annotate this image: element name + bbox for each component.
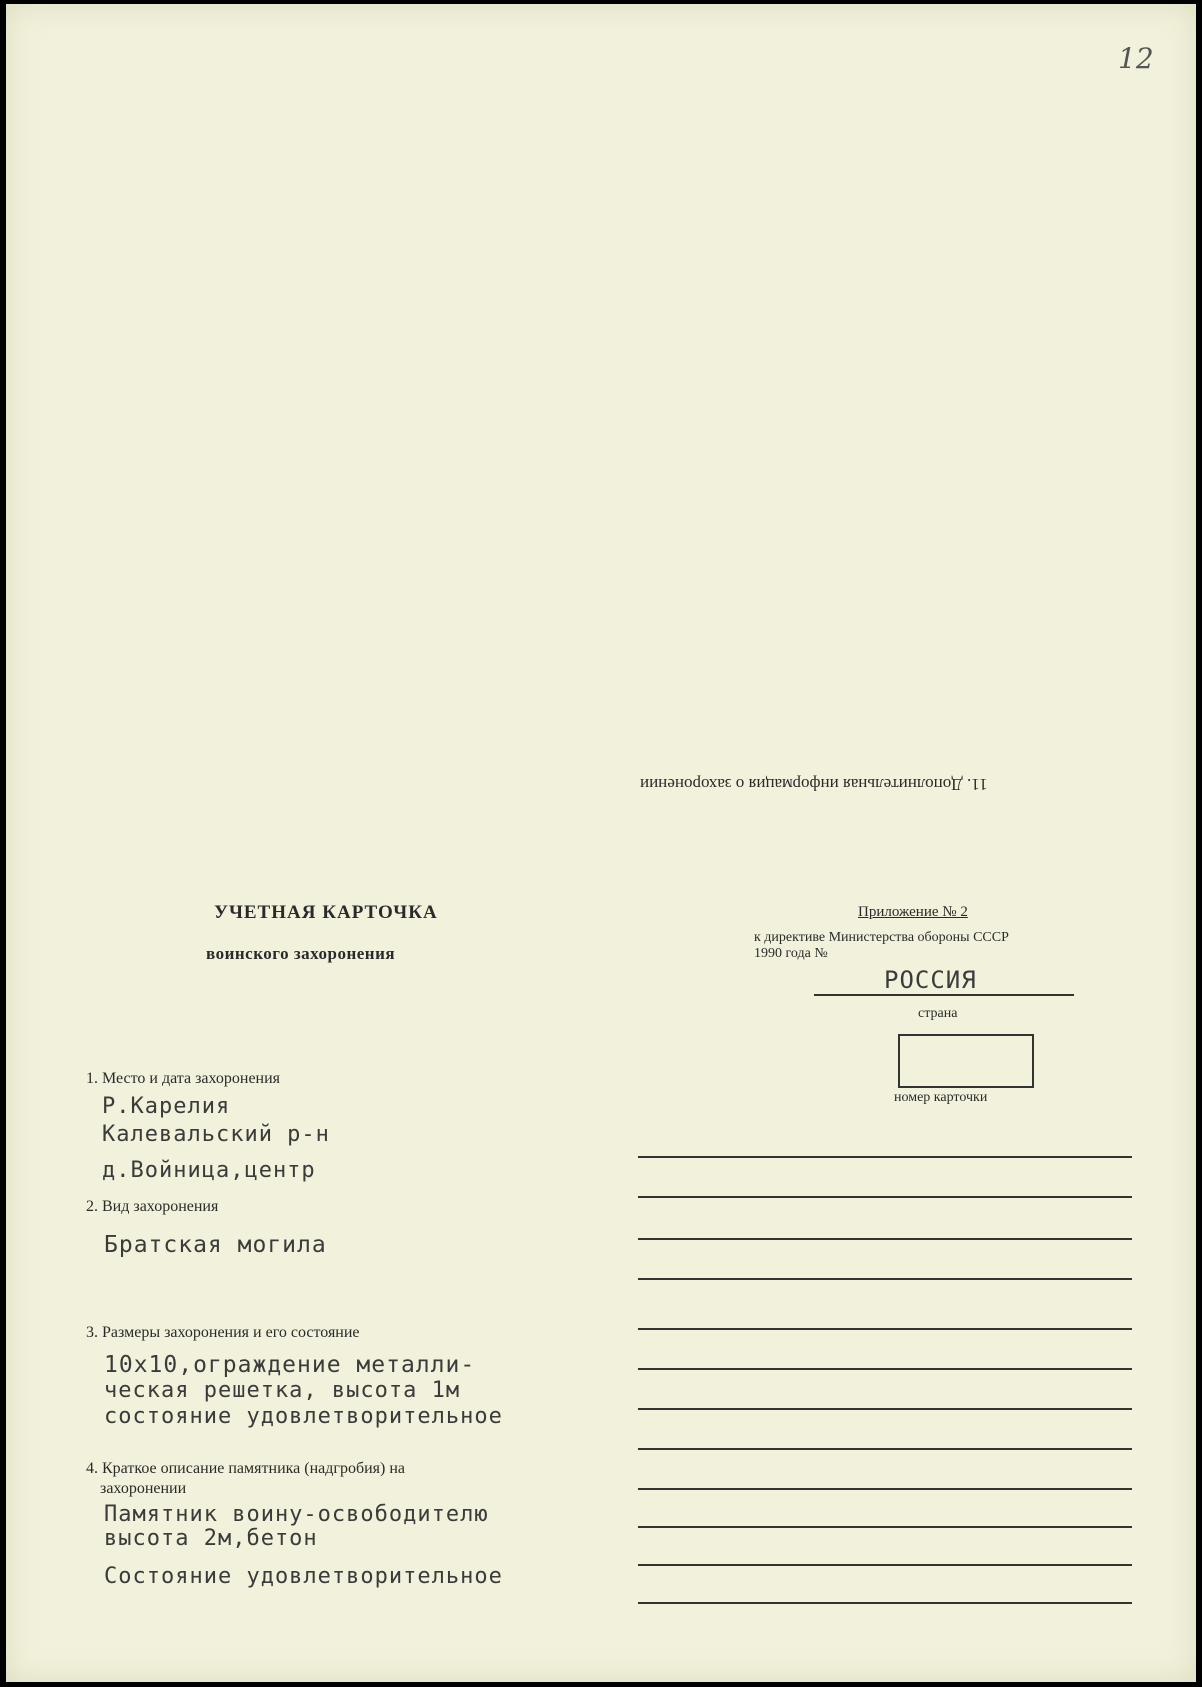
ruled-line: [638, 1196, 1132, 1198]
card-title: УЧЕТНАЯ КАРТОЧКА: [214, 902, 438, 923]
ruled-line: [638, 1488, 1132, 1490]
ruled-line: [638, 1278, 1132, 1280]
country-caption: страна: [918, 1006, 958, 1021]
field-3-label: 3. Размеры захоронения и его состояние: [86, 1324, 360, 1341]
field-4-line-2: высота 2м,бетон: [104, 1526, 318, 1551]
directive-line-1: к директиве Министерства обороны СССР: [754, 930, 1009, 945]
field-1-line-2: Калевальский р-н: [102, 1122, 330, 1147]
ruled-line: [638, 1408, 1132, 1410]
field-3-line-3: состояние удовлетворительное: [104, 1404, 503, 1429]
field-4-label-line-1: 4. Краткое описание памятника (надгробия) на: [86, 1460, 406, 1477]
card-subtitle: воинского захоронения: [206, 944, 396, 963]
ruled-line: [638, 1238, 1132, 1240]
ruled-line: [638, 1448, 1132, 1450]
ruled-line: [638, 1328, 1132, 1330]
page-number: 12: [1118, 42, 1154, 75]
ruled-line: [638, 1564, 1132, 1566]
field-4-label-line-2: захоронении: [100, 1480, 187, 1497]
card-number-box: [898, 1034, 1034, 1088]
appendix-label: Приложение № 2: [858, 904, 968, 920]
directive-line-2: 1990 года №: [754, 946, 828, 961]
field-1-line-3: д.Войница,центр: [102, 1158, 316, 1183]
ruled-line: [638, 1368, 1132, 1370]
field-4-line-3: Состояние удовлетворительное: [104, 1564, 503, 1589]
country-underline: [814, 994, 1074, 996]
field-3-line-2: ческая решетка, высота 1м: [104, 1378, 461, 1403]
ruled-line: [638, 1526, 1132, 1528]
field-4-line-1: Памятник воину-освободителю: [104, 1502, 489, 1527]
card-number-caption: номер карточки: [894, 1090, 988, 1105]
document-page: [6, 4, 1196, 1682]
field-1-label: 1. Место и дата захоронения: [86, 1070, 281, 1087]
field-1-line-1: Р.Карелия: [102, 1094, 231, 1119]
country-value: РОССИЯ: [884, 966, 977, 994]
ruled-line: [638, 1156, 1132, 1158]
field-2-line-1: Братская могила: [104, 1232, 327, 1258]
field-3-line-1: 10x10,ограждение металли-: [104, 1352, 476, 1378]
field-2-label: 2. Вид захоронения: [86, 1198, 219, 1215]
ruled-line: [638, 1602, 1132, 1604]
additional-info-heading: 11. Дополнительная информация о захоронении: [640, 775, 988, 794]
